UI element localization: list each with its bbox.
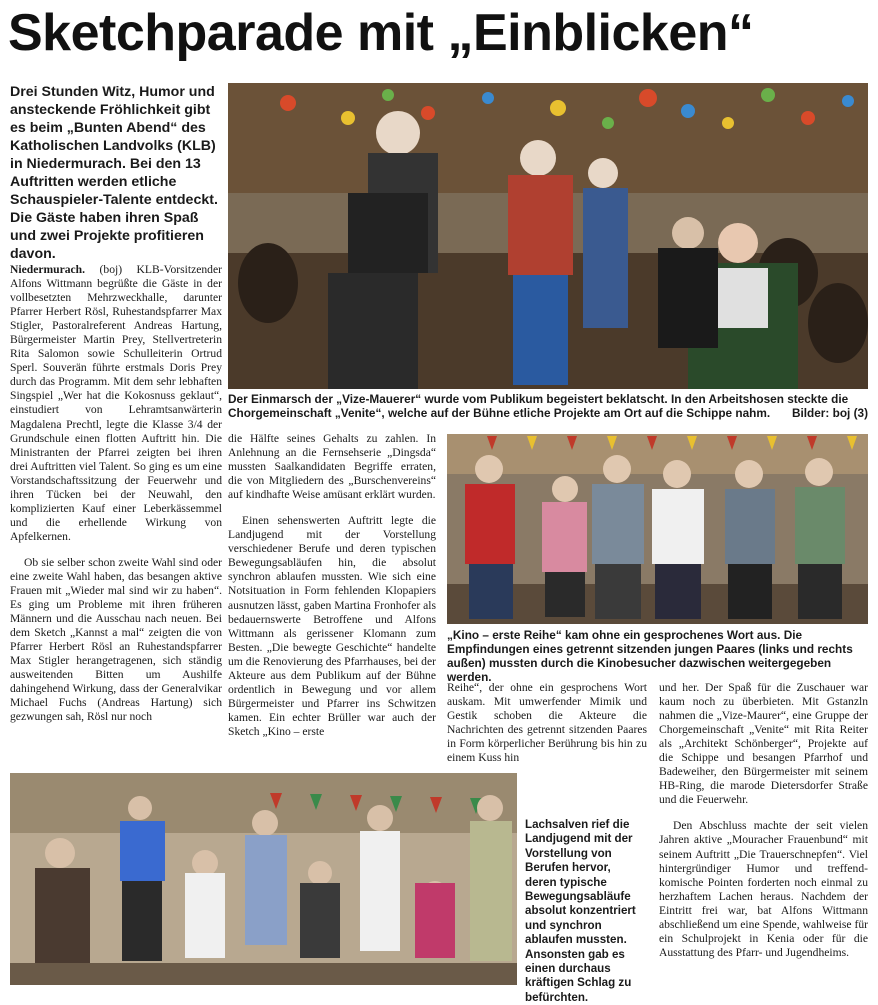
article-col1-paragraph-1: (boj) KLB-Vorsitzender Alfons Wittmann begrüßte die Gäste in der vollbesetzten Mehrzweckhalle, darunter Pfarrer Herbert Rösl, Ruhestandspfarrer Max Stigler, Pastoralreferent Andreas Hartung, Bürgermeister Martin Prey, Stellvertreterin Rita Salomon sowie Schulleiterin Ortrud Sperl. Souverän führte erstmals Doris Prey durch das Programm. Mit dem sehr lebhaften Singspiel „Wer hat die Kokosnuss geklaut“, einstudiert von Lehramtsanwärterin Magdalena Prechtl, legte die Klasse 3/4 der Grundschule einen flotten Auftritt hin. Die Ministranten der Pfarrei zeigten bei ihren drei Auftritten viel Talent. So ging es um eine Vorstandschaftssitzung der Feuerwehr und ihren Tücken bei der Neuwahl, den komplizierten Kauf einer Leberkässemmel und die erhellende Wirkung von Apfelkernen. xyxy=(10,263,222,543)
article-col4-paragraph-2: Den Abschluss machte der seit vielen Jahren aktive „Mouracher Frauenbund“ mit seinem Auftritt „Die Trauerschnepfen“. Viel hintergründiger Humor und treffend-komische Pointen forderten noch einmal zu herzhaftem Lachen heraus. Nachdem der Eintritt frei war, bat Alfons Wittmann abschließend um eine Spende, wahlweise für ein Schulprojekt in Kenia oder für die Ausstattung des Pfarr- und Jugendheims. xyxy=(659,819,868,959)
article-col3-paragraph-1: Reihe“, der ohne ein gesprochens Wort auskam. Mit umwerfender Mimik und Gestik schoben die Akteure die Nachrichten des getrennt sitzenden Paares in Form körperlicher Berührung bis hin zu einem Kuss hin xyxy=(447,681,647,765)
photo-landjugend-berufe xyxy=(10,773,517,985)
photo-vize-mauerer xyxy=(228,83,868,389)
caption-photo-1 xyxy=(228,392,868,420)
article-column-1 xyxy=(10,263,222,725)
article-column-2 xyxy=(228,432,436,739)
article-col1-paragraph-2: Ob sie selber schon zweite Wahl sind oder eine zweite Wahl haben, das besangen aktive Frauen mit „Wieder mal sind wir zu haben“. Es ging um Probleme mit ihren früheren Männern und die Ausschau nach neuen. Bei dem Sketch „Kannst a mal“ zeigten die von Pfarrer Herbert Rösl an Ruhestandspfarrer Max Stigler herangetragenen, sich ständig ausweitenden Bitten um Aushilfe dahingehend Wirkung, dass der Generalvikar Michael Fuchs (Andreas Hartung) sich gezwungen sah, Rösl nur noch xyxy=(10,555,222,724)
caption-photo-2: „Kino – erste Reihe“ kam ohne ein gesprochenes Wort aus. Die Empfindungen eines getrennt sitzenden jungen Paares (links und rechts außen) mussten durch die Kinobesucher dazwischen weitergegeben werden. xyxy=(447,628,853,684)
article-col4-paragraph-1: und her. Der Spaß für die Zuschauer war kaum noch zu überbieten. Mit Gstanzln nahmen die „Vize-Maurer“, eine Gruppe der Chorgemeinschaft „Venite“ mit Rita Reiter als „Architekt Schönberger“, Projekte auf die Schippe und besangen Pfarrhof und Badeweiher, den Bürgermeister mit seinem HB-Ring, die marode Dietersdorfer Straße und die Feuerwehr. xyxy=(659,681,868,807)
lead-paragraph: Drei Stunden Witz, Humor und ansteckende Fröhlichkeit gibt es beim „Bunten Abend“ des Katholischen Landvolks (KLB) in Niedermurach. Bei den 13 Auftritten werden etliche Schauspieler-Talente entdeckt. Die Gäste haben ihren Spaß und zwei Projekte profitieren davon. xyxy=(10,84,218,262)
article-col2-paragraph-2: Einen sehenswerten Auftritt legte die Landjugend mit der Vorstellung verschiedener Berufe und deren typischen Bewegungsabläufen hin, die absolut synchron ablaufen mussten. Wie sich eine Notsituation in Form fehlenden Klopapiers ausnutzen lässt, gaben Martina Fronhofer als bedauernswerte Betroffene und Alfons Wittmann als gerissener Klomann zum Besten. „Die bewegte Geschichte“ handelte um die Renovierung des Pfarrhauses, bei der Akteure aus dem Publikum auf der Bühne ordentlich in Bewegung und vor allem Bürgermeister und Pfarrer ins Schwitzen kamen. Ein echter Brüller war auch der Sketch „Kino – erste xyxy=(228,514,436,738)
photo-credit: Bilder: boj (3) xyxy=(791,406,868,420)
photo-kino-erste-reihe xyxy=(447,434,868,624)
article-column-3 xyxy=(447,681,647,765)
article-column-4 xyxy=(659,681,868,960)
headline: Sketchparade mit „Einblicken“ xyxy=(8,4,754,62)
article-col2-paragraph-1: die Hälfte seines Gehalts zu zahlen. In Anlehnung an die Fernsehserie „Dingsda“ mussten Saalkandidaten Begriffe erraten, die von Mitgliedern des „Burschenvereins“ auf kindhafte Weise amüsant erklärt wurden. xyxy=(228,432,436,502)
dateline: Niedermurach. xyxy=(10,263,86,276)
caption-photo-1-text: Der Einmarsch der „Vize-Mauerer“ wurde vom Publikum begeistert beklatscht. In den Arbeitshosen steckte die Chorgemeinschaft „Venite“, welche auf der Bühne etliche Projekte am Ort auf die Schippe nahm. xyxy=(228,392,849,420)
caption-photo-3: Lachsalven rief die Landjugend mit der Vorstellung von Berufen hervor, deren typische Bewegungsabläufe absolut konzentriert und synchron ablaufen mussten. Ansonsten gab es einen durchaus kräftigen Schlag zu befürchten. xyxy=(525,818,636,1004)
